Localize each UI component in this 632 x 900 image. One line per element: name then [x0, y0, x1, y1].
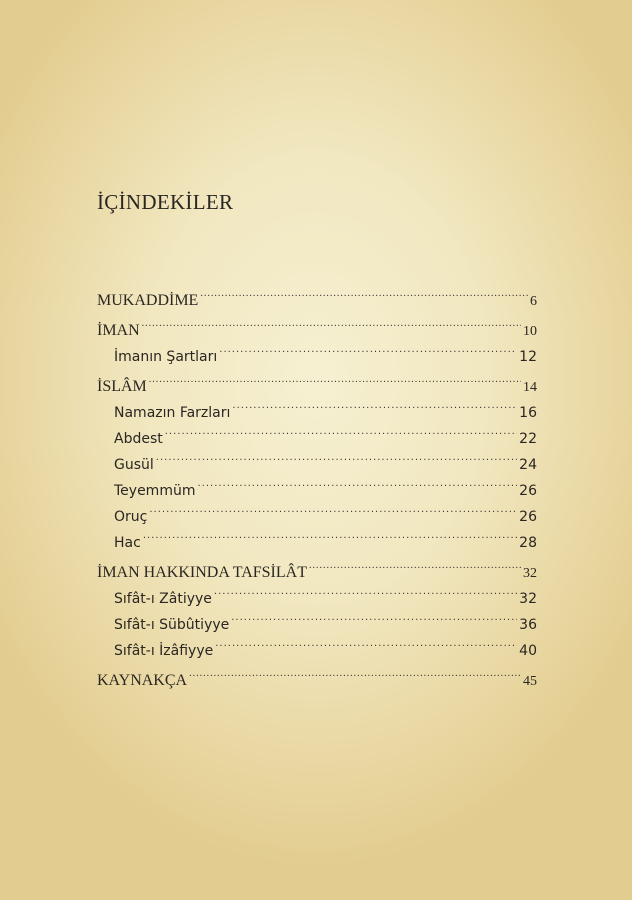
dot-leader — [156, 443, 517, 469]
toc-entry-page: 14 — [523, 380, 537, 395]
dot-leader — [214, 577, 517, 603]
toc-subentry-page: 28 — [519, 535, 537, 551]
toc-subentry-teyemmum[interactable] — [97, 469, 537, 499]
dot-leader — [143, 521, 517, 547]
toc-subentry-imanin-sartlari[interactable] — [97, 335, 537, 365]
toc-subentry-label: İmanın Şartları — [114, 349, 218, 365]
toc-subentry-gusul[interactable] — [97, 443, 537, 473]
dot-leader — [219, 335, 517, 361]
toc-entry-label: İMAN HAKKINDA TAFSİLÂT — [97, 564, 307, 581]
toc-subentry-label: Namazın Farzları — [114, 405, 231, 421]
dot-leader — [200, 279, 528, 305]
toc-entry-mukaddime[interactable] — [97, 279, 537, 309]
dot-leader — [231, 603, 517, 629]
toc-subentry-page: 26 — [519, 509, 537, 525]
toc-entry-label: MUKADDİME — [97, 292, 199, 309]
toc-section-islam — [97, 365, 537, 551]
toc-entry-label: KAYNAKÇA — [97, 672, 188, 689]
toc-subentry-label: Teyemmüm — [114, 483, 196, 499]
toc-entry-page: 6 — [530, 294, 537, 309]
dot-leader — [215, 629, 517, 655]
toc-entry-label: İSLÂM — [97, 378, 147, 395]
toc-section-iman — [97, 309, 537, 365]
toc-entry-iman[interactable] — [97, 309, 537, 339]
dot-leader — [165, 417, 517, 443]
dot-leader — [149, 495, 517, 521]
toc-subentry-label: Hac — [114, 535, 141, 551]
toc-subentry-page: 40 — [519, 643, 537, 659]
dot-leader — [309, 551, 521, 577]
toc-subentry-namazin-farzlari[interactable] — [97, 391, 537, 421]
toc-subentry-label: Sıfât-ı İzâfiyye — [114, 643, 214, 659]
toc-subentry-page: 16 — [519, 405, 537, 421]
toc-entry-page: 45 — [523, 674, 537, 689]
toc-subentry-label: Gusül — [114, 457, 154, 473]
toc-subentry-label: Oruç — [114, 509, 148, 525]
dot-leader — [149, 365, 521, 391]
toc-subentry-page: 36 — [519, 617, 537, 633]
toc-subentry-label: Sıfât-ı Sübûtiyye — [114, 617, 230, 633]
toc-subentry-page: 26 — [519, 483, 537, 499]
toc-entry-iman-hakkinda-tafsilat[interactable] — [97, 551, 537, 581]
toc-section-mukaddime — [97, 279, 537, 309]
toc-subentry-page: 32 — [519, 591, 537, 607]
toc-title: İÇİNDEKİLER — [97, 190, 234, 214]
toc-entry-label: İMAN — [97, 322, 140, 339]
dot-leader — [197, 469, 517, 495]
toc-subentry-label: Abdest — [114, 431, 163, 447]
toc-subentry-page: 24 — [519, 457, 537, 473]
dot-leader — [189, 659, 521, 685]
toc-subentry-hac[interactable] — [97, 521, 537, 551]
toc-subentry-label: Sıfât-ı Zâtiyye — [114, 591, 212, 607]
toc-entry-page: 32 — [523, 566, 537, 581]
toc-entry-page: 10 — [523, 324, 537, 339]
dot-leader — [142, 309, 521, 335]
table-of-contents — [97, 279, 537, 689]
toc-entry-islam[interactable] — [97, 365, 537, 395]
toc-subentry-oruc[interactable] — [97, 495, 537, 525]
toc-subentry-page: 12 — [519, 349, 537, 365]
toc-subentry-page: 22 — [519, 431, 537, 447]
dot-leader — [232, 391, 517, 417]
toc-section-iman-hakkinda-tafsilat — [97, 551, 537, 659]
